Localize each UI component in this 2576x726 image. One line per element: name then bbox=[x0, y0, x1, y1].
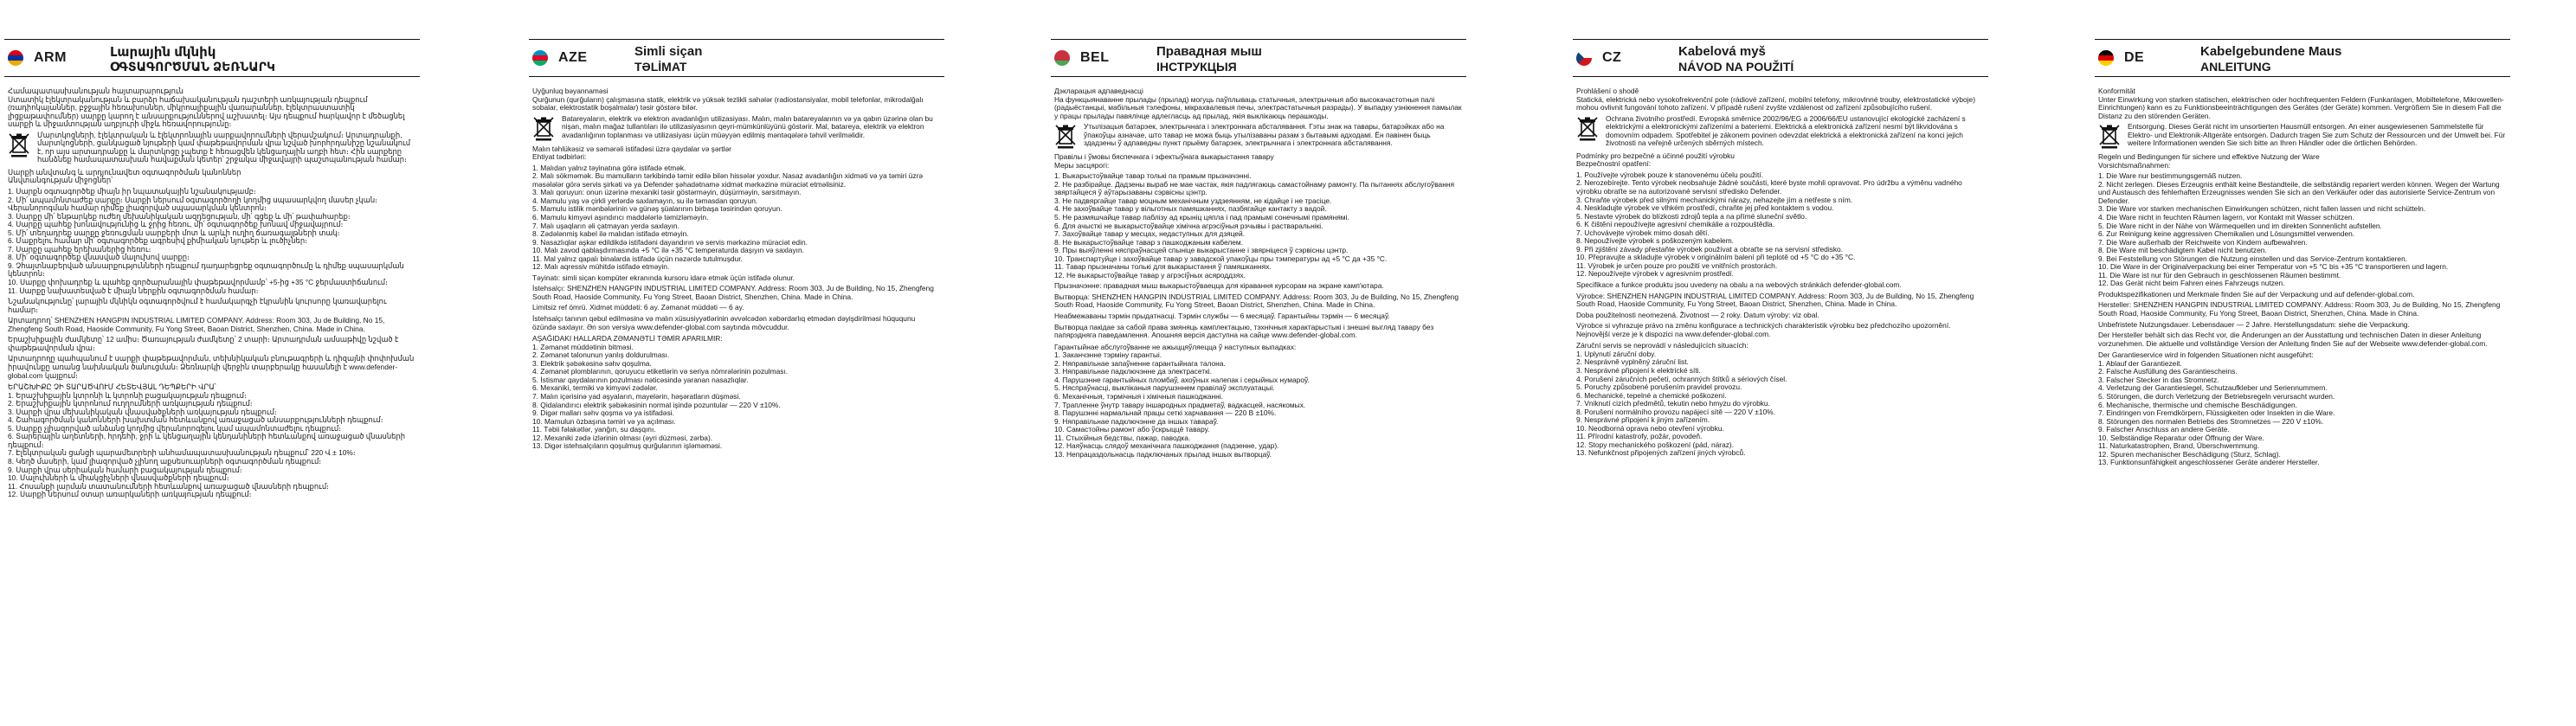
section-subheading: Ehtiyat tədbirləri: bbox=[532, 152, 587, 162]
warranty-exclusions-list bbox=[1054, 351, 1463, 459]
list-item: 1. Заканчэнне тэрміну гарантыі. bbox=[1054, 350, 1162, 360]
list-item: 11. Přírodní katastrofy, požár, povodeň. bbox=[1576, 432, 1703, 441]
language-code: DE bbox=[2124, 50, 2145, 65]
list-item: 9. Při zjištění závady přestaňte výrobek používat a obraťte se na servisní středisko. bbox=[1576, 244, 1844, 254]
recycling-text: Entsorgung. Dieses Gerät nicht im unsortierten Hausmüll entsorgen. An einer ausgewiesenen Sammelstelle für Elektro- und Elektronik-Altgeräte entsorgen. Dadurch tragen Sie zum Schutz der Ressourcen und der Umwelt bei. Für weitere Informationen wenden Sie sich bitte an Ihren Händler oder die örtlichen Behörden. bbox=[2128, 122, 2506, 148]
language-column bbox=[1573, 39, 1988, 723]
list-item: 9. Nasazlıqlar aşkar edildikdə istifadəni dayandırın və servis mərkəzinə müraciət edin. bbox=[532, 237, 808, 247]
list-item: 7. Захоўвайце тавар у месцах, недаступных для дзяцей. bbox=[1054, 229, 1246, 239]
paragraph: Ստատիկ էլեկտրականության և բարձր հաճախականության դաշտերի առկայության դեպքում (ռադիոկայաններ, բջջային հեռախոսներ, միկրոալիքային վառարաններ, էլեկտրաստատիկ լիցքաթափումներ) սարքը կարող է անսարքություններով աշխատել։ Այս դեպքում հարկավոր է մեծացնել սարքի և միջամտության աղբյուրի միջև հեռավորությունը։ bbox=[8, 94, 405, 129]
list-item: 4. Zəmanət plomblarının, qoruyucu etiketlərin və seriya nömrələrinin pozulması. bbox=[532, 367, 789, 376]
list-item: 9. Falscher Anschluss an andere Geräte. bbox=[2098, 425, 2230, 434]
product-title: Simli siçan bbox=[634, 44, 703, 59]
section-subheading: Անվտանգության միջոցներ՝ bbox=[8, 176, 113, 185]
manual-subtitle: ІНСТРУКЦЫЯ bbox=[1156, 60, 1237, 74]
section-subheading: Меры засцярогі: bbox=[1054, 160, 1110, 170]
list-item: 1. Ablauf der Garantiezeit. bbox=[2098, 358, 2182, 368]
list-item: 5. Няспраўнасці, выкліканыя парушэннем правілаў эксплуатацыі. bbox=[1054, 383, 1275, 393]
section-heading: Záruční servis se neprovádí v následujících situacích: bbox=[1576, 341, 1748, 350]
list-item: 11. Výrobek je určen pouze pro použití ve vnitřních prostorách. bbox=[1576, 260, 1778, 270]
section-heading: Podmínky pro bezpečné a účinné použití výrobku bbox=[1576, 151, 1735, 160]
recycling-text: Ochrana životního prostředí. Evropská směrnice 2002/96/EG a 2006/66/EU ustanovující ekologické zacházení s elektrickými a elektronickými zařízeními a bateriemi. Elektrická a elektronická zařízení nesmí být likvidována s domovním odpadem. Spotřebitel je zákonem povinen odevzdat elektrická a elektronická zařízení na konci jejich životnosti na veřejně určených sběrných místech. bbox=[1606, 113, 1966, 148]
recycling-text: Утылізацыя батарэек, электрычнага і электроннага абсталявання. Гэты знак на тавары, батарэйках або на ўпакоўцы азначае, што тавар не можа быць утылізаваны разам з бытавымі адходамі. Ён павінен быць здадзены ў адпаведны пункт прыёму батарэек, электрычнага і электроннага абсталявання. bbox=[1084, 122, 1445, 148]
list-item: 10. Mamulun özbaşına təmiri və ya açılması. bbox=[532, 416, 676, 426]
flag-icon bbox=[2098, 50, 2114, 66]
column-header bbox=[1051, 39, 1466, 77]
manufacturer-info: Výrobce: SHENZHEN HANGPIN INDUSTRIAL LIMITED COMPANY. Address: Room 303, Ju de Building, No 15, Zhengfeng South Road, Haoside Community, Fu Yong Street, Baoan District, Shenzhen, China. Made in China. bbox=[1576, 291, 1974, 309]
recycling-notice bbox=[1054, 123, 1463, 149]
flag-icon bbox=[1054, 50, 1070, 66]
list-item: 6. Для ачысткі не выкарыстоўвайце хімічна агрэсіўныя рэчывы і растваральнікі. bbox=[1054, 221, 1323, 230]
list-item: 13. Digər istehsalçıların qoşulmuş qurğularının işləməməsi. bbox=[532, 441, 723, 451]
list-item: 6. Mamulu kimyəvi aşındırıcı maddələrlə təmizləməyin. bbox=[532, 213, 709, 222]
list-item: 3. Falscher Stecker in das Stromnetz. bbox=[2098, 375, 2219, 384]
list-item: 6. Տարերային աղետների, հրդեհի, ջրի և կենցաղային կենդանիների հետևանքով առաջացած վնասների դեպքում։ bbox=[8, 432, 406, 449]
list-item: 5. Poruchy způsobené porušením pravidel provozu. bbox=[1576, 382, 1742, 392]
list-item: 7. Die Ware außerhalb der Reichweite von Kindern aufbewahren. bbox=[2098, 237, 2308, 247]
list-item: 9. Bei Feststellung von Störungen die Nutzung einstellen und das Service-Zentrum kontaktieren. bbox=[2098, 254, 2408, 263]
list-item: 12. Սարքի ներսում օտար առարկաների առկայության դեպքում։ bbox=[8, 490, 252, 499]
paragraph: Прызначэнне: правадная мыш выкарыстоўваецца для кіравання курсорам на экране камп'ютара. bbox=[1054, 281, 1384, 291]
section-heading: Uyğunluq bəyannaməsi bbox=[532, 87, 609, 95]
list-item: 9. Няправільнае падключэнне да іншых тавараў. bbox=[1054, 416, 1219, 426]
language-code: BEL bbox=[1080, 50, 1110, 65]
manufacturer-info: İstehsalçı: SHENZHEN HANGPIN INDUSTRIAL LIMITED COMPANY. Address: Room 303, Ju de Building, No 15, Zhengfeng South Road, Haoside Community, Fu Yong Street, Baoan District, Shenzhen, China. Made in China. bbox=[532, 284, 934, 301]
paragraph: Təyinatı: simli siçan kompüter ekranında kursoru idarə etmək üçün istifadə olunur. bbox=[532, 273, 795, 282]
list-item: 10. Транспартуйце і захоўвайце тавар у завадской упакоўцы пры тэмпературы ад +5 °C да +35 °C. bbox=[1054, 254, 1388, 263]
section-subheading: Bezpečnostní opatření: bbox=[1576, 159, 1652, 169]
manual-subtitle: ՕԳՏԱԳՈՐԾՄԱՆ ՁԵՌՆԱՐԿ bbox=[110, 60, 275, 74]
list-item: 7. Էլեկտրական ցանցի պարամետրերի անհամապատասխանության դեպքում՝ 220 Վ ± 10%։ bbox=[8, 448, 356, 458]
section-heading: Konformität bbox=[2098, 87, 2135, 95]
list-item: 5. Die Ware nicht in der Nähe von Wärmequellen und im direkten Sonnenlicht aufstellen. bbox=[2098, 221, 2382, 230]
safety-rules-list bbox=[532, 164, 941, 272]
list-item: 3. Սարքի վրա մեխանիկական վնասվածքների առկայության դեպքում։ bbox=[8, 407, 277, 416]
section-heading: Սարքի անվտանգ և արդյունավետ օգտագործման կանոններ bbox=[8, 167, 242, 177]
list-item: 2. Nicht zerlegen. Dieses Erzeugnis enthält keine Bestandteile, die selbständig repariert werden können. Wegen der Wartung und Austausch des fehlerhaften Erzeugnisses wenden Sie sich an den Verkäufer oder das autorisierte Service-Zentrum von Defender. bbox=[2098, 179, 2500, 205]
list-item: 5. Mamulu istilik mənbələrinin və günəş şüalarının birbaşa təsirindən qoruyun. bbox=[532, 204, 782, 214]
paragraph: Statická, elektrická nebo vysokofrekvenční pole (rádiové zařízení, mobilní telefony, mikrovlnné trouby, elektrostatické výboje) mohou ovlivnit fungování tohoto zařízení. V případě rušení zvyšte vzdálenost od zařízení způsobujícího rušení. bbox=[1576, 94, 1975, 112]
list-item: 4. Парушэнне гарантыйных пломбаў, ахоўных налепак і серыйных нумароў. bbox=[1054, 375, 1310, 384]
list-item: 2. Nesprávně vyplněný záruční list. bbox=[1576, 357, 1689, 367]
list-item: 8. Zədələnmiş kabel ilə malıdan istifadə etməyin. bbox=[532, 229, 689, 239]
list-item: 13. Funktionsunfähigkeit angeschlossener Geräte anderer Hersteller. bbox=[2098, 458, 2320, 467]
list-item: 9. Пры выяўленні няспраўнасцей спыніце выкарыстанне і звярніцеся ў сэрвісны цэнтр. bbox=[1054, 246, 1349, 255]
list-item: 2. Zəmanət talonunun yanlış doldurulması. bbox=[532, 350, 670, 360]
list-item: 1. Uplynutí záruční doby. bbox=[1576, 349, 1657, 358]
list-item: 7. Սարքը պահեք երեխաներից հեռու։ bbox=[8, 244, 151, 254]
paragraph: Der Hersteller behält sich das Recht vor, die Änderungen an der Ausstattung und technischen Daten in dieser Anleitung vorzunehmen. Die aktuelle und vollständige Version der Anleitung finden Sie auf der Webseite www.defender-global.com. bbox=[2098, 331, 2488, 348]
list-item: 12. Malı aqressiv mühitdə istifadə etməyin. bbox=[532, 262, 670, 272]
list-item: 10. Самастойны рамонт або ўскрыццё тавару. bbox=[1054, 425, 1210, 434]
manufacturer-info: Hersteller: SHENZHEN HANGPIN INDUSTRIAL LIMITED COMPANY. Address: Room 303, Ju de Building, No 15, Zhengfeng South Road, Haoside Community, Fu Yong Street, Baoan District, Shenzhen, China. Made in China. bbox=[2098, 300, 2501, 318]
paragraph: Qurğunun (qurğuların) çalışmasına statik, elektrik və yüksək tezlikli sahələr (radiostansiyalar, mobil telefonlar, mikrodalğalı sobalar, elektrostatik boşalmalar) təsir göstərə bilər. bbox=[532, 94, 924, 112]
section-heading: Malın təhlükəsiz və səmərəli istifadəsi üzrə qaydalar və şərtlər bbox=[532, 144, 731, 153]
list-item: 2. Няправільнае запаўненне гарантыйнага талона. bbox=[1054, 358, 1226, 368]
list-item: 4. Mamulu yaş və çirkli yerlərdə saxlamayın, su ilə təmasdan qoruyun. bbox=[532, 196, 758, 205]
column-body bbox=[1573, 77, 1988, 458]
product-title: Kabelová myš bbox=[1678, 44, 1766, 59]
list-item: 5. Не размяшчайце тавар паблізу ад крыніц цяпла і пад прамымі сонечнымі прамянямі. bbox=[1054, 213, 1349, 222]
crossed-bin-icon bbox=[8, 132, 30, 157]
manufacturer-info: Արտադրող՝ SHENZHEN HANGPIN INDUSTRIAL LIMITED COMPANY. Address: Room 303, Ju de Building, No 15, Zhengfeng South Road, Haoside Community, Fu Yong Street, Baoan District, Shenzhen, China. Made in China. bbox=[8, 316, 385, 333]
list-item: 12. Nepoužívejte výrobek v agresivním prostředí. bbox=[1576, 269, 1735, 279]
paragraph: Երաշխիքային ժամկետը՝ 12 ամիս։ Ծառայության ժամկետը՝ 2 տարի։ Արտադրման ամսաթիվը նշված է փաթեթավորման վրա։ bbox=[8, 335, 399, 352]
language-code: CZ bbox=[1602, 50, 1622, 65]
list-item: 11. Təbii fəlakətlər, yanğın, su daşqını. bbox=[532, 425, 656, 434]
list-item: 7. Malı uşaqların əli çatmayan yerdə saxlayın. bbox=[532, 221, 679, 230]
paragraph: Unter Einwirkung von starken statischen, elektrischen oder hochfrequenten Feldern (Funkanlagen, Mobiltelefone, Mikrowellen-Einrichtungen) kann es zu Funktionsbeeinträchtigungen des Gerätes (der Geräte) kommen. Vergrößern Sie in diesem Fall die Distanz zu den störenden Geräten. bbox=[2098, 94, 2504, 120]
list-item: 3. Die Ware vor starken mechanischen Einwirkungen schützen, nicht fallen lassen und nicht schütteln. bbox=[2098, 204, 2426, 214]
paragraph: Նշանակությունը՝ լարային մկնիկն օգտագործվում է համակարգչի էկրանին կուրսորը կառավարելու համար։ bbox=[8, 297, 387, 314]
recycling-notice bbox=[1576, 115, 1985, 148]
list-item: 11. Die Ware ist nur für den Gebrauch in geschlossenen Räumen bestimmt. bbox=[2098, 270, 2341, 279]
warranty-exclusions-list bbox=[2098, 360, 2507, 467]
list-item: 13. Непрацаздольнасць падключаных прылад іншых вытворцаў. bbox=[1054, 449, 1272, 459]
list-item: 8. Не выкарыстоўвайце тавар з пашкоджаным кабелем. bbox=[1054, 237, 1243, 247]
list-item: 13. Nefunkčnost připojených zařízení jiných výrobců. bbox=[1576, 448, 1746, 458]
list-item: 1. Выкарыстоўвайце тавар толькі па прамым прызначэнні. bbox=[1054, 171, 1252, 181]
paragraph: İstehsalçı tanının qəbul edilməsinə və malın xüsusiyyətlərinin əvvəlcədən xəbərdarlıq etmədən dəyişdirilməsi hüququnu özündə saxlayır. Ən son versiya www.defender-global.com saytında mövcuddur. bbox=[532, 314, 916, 331]
paragraph: Արտադրողը պահպանում է սարքի փաթեթավորման, տեխնիկական բնութագրերի և դիզայնի փոփոխման իրավունքը առանց նախնական ծանուցման։ Ձեռնարկի վերջին տարբերակը հասանելի է www.defender-global.com կայքում։ bbox=[8, 354, 415, 380]
list-item: 6. Mexaniki, termiki və kimyəvi zədələr. bbox=[532, 383, 658, 393]
language-column bbox=[4, 39, 420, 723]
section-heading: AŞAĞIDAKI HALLARDA ZƏMANƏTLİ TƏMİR APARILMIR: bbox=[532, 334, 723, 344]
list-item: 3. Chraňte výrobek před silnými mechanickými nárazy, nehazejte jím a netřeste s ním. bbox=[1576, 195, 1853, 204]
list-item: 5. Մի՛ տեղադրեք սարքը ջեռուցման սարքերի մոտ և արևի ուղիղ ճառագայթների տակ։ bbox=[8, 228, 340, 237]
product-title: Правадная мыш bbox=[1156, 44, 1262, 59]
paragraph: Doba použitelnosti neomezená. Životnost — 2 roky. Datum výroby: viz obal. bbox=[1576, 310, 1819, 319]
list-item: 4. Շահագործման կանոնների խախտման հետևանքով առաջացած անսարքությունների դեպքում։ bbox=[8, 415, 383, 425]
list-item: 3. Няправільнае падключэнне да электрасеткі. bbox=[1054, 367, 1212, 376]
list-item: 12. Das Gerät nicht beim Fahren eines Fahrzeugs nutzen. bbox=[2098, 279, 2285, 288]
list-item: 9. Չհայտնաբերված անսարքությունների դեպքում դադարեցրեք օգտագործումը և դիմեք սպասարկման կենտրոն։ bbox=[8, 260, 404, 279]
list-item: 8. Porušení normálního provozu napájecí sítě — 220 V ±10%. bbox=[1576, 407, 1775, 416]
list-item: 9. Սարքի վրա սերիական համարի բացակայության դեպքում։ bbox=[8, 465, 242, 474]
column-body bbox=[4, 77, 420, 499]
list-item: 5. Störungen, die durch Verletzung der Betriebsregeln verursacht wurden. bbox=[2098, 391, 2335, 401]
list-item: 1. Սարքն օգտագործեք միայն իր նպատակային նշանակությամբ։ bbox=[8, 187, 256, 196]
product-title: Լարային մկնիկ bbox=[110, 45, 216, 60]
language-column bbox=[529, 39, 944, 723]
crossed-bin-icon bbox=[1054, 123, 1077, 149]
list-item: 4. Porušení záručních pečetí, ochranných štítků a sériových čísel. bbox=[1576, 374, 1787, 383]
list-item: 12. Наяўнасць слядоў механічнага пашкоджання (падзенне, удар). bbox=[1054, 441, 1279, 451]
list-item: 1. Երաշխիքային կտրոնի և կտրոնի բացակայության դեպքում։ bbox=[8, 390, 247, 400]
list-item: 10. Մալուխների և միակցիչների վնասվածքների դեպքում։ bbox=[8, 473, 229, 483]
column-body bbox=[1051, 77, 1466, 459]
warranty-exclusions-list bbox=[1576, 350, 1985, 458]
list-item: 2. Malı sökməmək. Bu mamulların tərkibində təmir edilə bilən hissələr yoxdur. Nasaz avadanlığın xidməti və ya təmiri üzrə məsələlər görə servis şirkəti və ya Defender şəhadətnamə xidmət mərkəzinə müraciət etməlisiniz. bbox=[532, 171, 924, 189]
column-header bbox=[2095, 39, 2510, 77]
section-heading: Гарантыйнае абслугоўванне не ажыццяўляецца ў наступных выпадках: bbox=[1054, 342, 1297, 351]
list-item: 9. Nesprávné připojení k jiným zařízením. bbox=[1576, 415, 1710, 425]
list-item: 4. Не захоўвайце тавар у вільготных памяшканнях, пазбягайце кантакту з вадой. bbox=[1054, 204, 1327, 214]
list-item: 6. K čištění nepoužívejte agresivní chemikálie a rozpouštědla. bbox=[1576, 220, 1775, 229]
list-item: 11. Стыхійныя бедствы, пажар, паводка. bbox=[1054, 433, 1191, 442]
recycling-text: Մարտկոցների, էլեկտրական և էլեկտրոնային սարքավորումների վերամշակում։ Արտադրանքի, մարտկոցների, ցանկացած նյութերի կամ փաթեթավորման վրա նշված խորհրդանիշը նշանակում է, որ այս արտադրանքը և մարտկոցը չպետք է հեռացվեն կենցաղային աղբի հետ։ Հին սարքերը հանձնեք համապատասխան հավաքման կետեր՝ շրջակա միջավայրի պաշտպանության համար։ bbox=[37, 130, 411, 164]
list-item: 4. Սարքը պահեք խոնավությունից և ջրից հեռու, մի՛ օգտագործեք խոնավ միջավայրում։ bbox=[8, 220, 344, 229]
list-item: 8. Störungen des normalen Betriebs des Stromnetzes — 220 V ±10%. bbox=[2098, 416, 2324, 426]
list-item: 6. Մաքրելու համար մի՛ օգտագործեք ագրեսիվ քիմիական նյութեր և լուծիչներ։ bbox=[8, 236, 307, 246]
section-heading: Regeln und Bedingungen für sichere und effektive Nutzung der Ware bbox=[2098, 152, 2320, 162]
paragraph: Produktspezifikationen und Merkmale finden Sie auf der Verpackung und auf defender-global.com. bbox=[2098, 289, 2415, 299]
list-item: 5. Nestavte výrobek do blízkosti zdrojů tepla a na přímé sluneční světlo. bbox=[1576, 211, 1807, 221]
list-item: 1. Malıdan yalnız təyinatına görə istifadə etmək. bbox=[532, 163, 686, 172]
list-item: 2. Nerozebírejte. Tento výrobek neobsahuje žádné součásti, které byste mohli opravovat. Pro údržbu a výměnu vadného výrobku obraťte se na autorizované servisní středisko Defender. bbox=[1576, 178, 1962, 196]
list-item: 6. Mechanické, tepelné a chemické poškození. bbox=[1576, 390, 1727, 400]
paragraph: Specifikace a funkce produktu jsou uvedeny na obalu a na webových stránkách defender-global.com. bbox=[1576, 280, 1902, 290]
list-item: 10. Neodborná oprava nebo otevření výrobku. bbox=[1576, 423, 1724, 433]
list-item: 10. Přepravujte a skladujte výrobek v originálním balení při teplotě od +5 °C do +35 °C. bbox=[1576, 253, 1856, 262]
flag-icon bbox=[1576, 50, 1592, 66]
list-item: 3. Elektrik şəbəkəsinə səhv qoşulma. bbox=[532, 358, 652, 368]
list-item: 12. Не выкарыстоўвайце тавар у агрэсіўных асяроддзях. bbox=[1054, 270, 1246, 279]
manual-subtitle: ANLEITUNG bbox=[2200, 60, 2271, 74]
section-heading: Համապատասխանության հայտարարություն bbox=[8, 87, 184, 95]
crossed-bin-icon bbox=[532, 115, 555, 141]
list-item: 8. Qidalandırıcı elektrik şəbəkəsinin normal işində pozuntular — 220 V ±10%. bbox=[532, 400, 781, 409]
safety-rules-list bbox=[1576, 171, 1985, 279]
manual-subtitle: TƏLİMAT bbox=[634, 60, 687, 74]
language-code: AZE bbox=[558, 50, 588, 65]
list-item: 2. Falsche Ausfüllung des Garantiescheins. bbox=[2098, 367, 2238, 376]
paragraph: Unbefristete Nutzungsdauer. Lebensdauer — 2 Jahre. Herstellungsdatum: siehe die Verpackung. bbox=[2098, 319, 2410, 329]
language-column bbox=[2095, 39, 2510, 723]
list-item: 3. Nesprávné připojení k elektrické síti. bbox=[1576, 365, 1701, 375]
list-item: 11. Հոսանքի լարման տատանումների հետևանքով առաջացած վնասների դեպքում։ bbox=[8, 481, 329, 491]
paragraph: На функцыянаванне прылады (прылад) могуць паўплываць статычныя, электрычныя або высокачастотныя палі (радыёстанцыі, мабільныя тэлефоны, мікрахвалевыя печы, электрастатычныя разрады). У выпадку узнікнення памылак у працы прылады павялічце адлегласць ад прылад, якія выклікаюць перашкоды. bbox=[1054, 94, 1462, 120]
column-body bbox=[2095, 77, 2510, 467]
recycling-notice bbox=[2098, 123, 2507, 149]
list-item: 6. Mechanische, thermische und chemische Beschädigungen. bbox=[2098, 400, 2297, 409]
section-heading: Prohlášení o shodě bbox=[1576, 87, 1639, 95]
warranty-exclusions-list bbox=[8, 392, 416, 499]
list-item: 11. Naturkatastrophen, Brand, Überschwemmung. bbox=[2098, 441, 2260, 451]
safety-rules-list bbox=[1054, 172, 1463, 279]
language-code: ARM bbox=[34, 50, 67, 65]
language-column bbox=[1051, 39, 1466, 723]
list-item: 4. Die Ware nicht in feuchten Räumen lagern, vor Kontakt mit Wasser schützen. bbox=[2098, 213, 2354, 222]
list-item: 6. Механічныя, тэрмічныя і хімічныя пашкоджанні. bbox=[1054, 391, 1223, 401]
flag-icon bbox=[532, 50, 548, 66]
flag-icon bbox=[8, 50, 23, 66]
column-body bbox=[529, 77, 944, 451]
list-item: 11. Тавар прызначаны толькі для выкарыстання ў памяшканнях. bbox=[1054, 262, 1272, 272]
list-item: 5. İstismar qaydalarının pozulması nəticəsində yaranan nasazlıqlar. bbox=[532, 375, 749, 384]
list-item: 7. Malın içərisinə yad əşyaların, mayelərin, həşəratların düşməsi. bbox=[532, 391, 741, 401]
list-item: 8. Կեղծ մասերի, կամ լիազորված չլինող աքսեսուարների օգտագործման դեպքում։ bbox=[8, 456, 322, 466]
list-item: 8. Die Ware mit beschädigtem Kabel nicht benutzen. bbox=[2098, 246, 2267, 255]
section-heading: Дэкларацыя адпаведнасці bbox=[1054, 87, 1143, 95]
list-item: 4. Verletzung der Garantiesiegel, Schutzaufkleber und Seriennummern. bbox=[2098, 383, 2328, 393]
paragraph: Вытворца пакідае за сабой права змяняць камплектацыю, тэхнічныя характарыстыкі і знешні выгляд тавару без папярэдняга паведамлення. Апошняя версія даступна на сайце www.defender-global.com. bbox=[1054, 322, 1434, 340]
list-item: 10. Selbständige Reparatur oder Öffnung der Ware. bbox=[2098, 433, 2264, 442]
list-item: 7. Vniknutí cizích předmětů, tekutin nebo hmyzu do výrobku. bbox=[1576, 399, 1770, 408]
list-item: 2. Երաշխիքային կտրոնում ուղղումների առկայության դեպքում։ bbox=[8, 399, 253, 408]
list-item: 6. Zur Reinigung keine aggressiven Chemikalien und Lösungsmittel verwenden. bbox=[2098, 229, 2355, 239]
list-item: 3. Не падвяргайце тавар моцным механічным уздзеянням, не кідайце і не трасіце. bbox=[1054, 196, 1332, 205]
list-item: 1. Používejte výrobek pouze k stanovenému účelu použití. bbox=[1576, 170, 1764, 179]
list-item: 12. Spuren mechanischer Beschädigung (Sturz, Schlag). bbox=[2098, 449, 2281, 459]
list-item: 10. Սարքը փոխադրեք և պահեք գործարանային փաթեթավորմամբ՝ +5-ից +35 °C ջերմաստիճանում։ bbox=[8, 278, 388, 287]
list-item: 12. Stopy mechanického poškození (pád, náraz). bbox=[1576, 440, 1735, 449]
list-item: 8. Մի՛ օգտագործեք վնասված մալուխով սարքը։ bbox=[8, 253, 190, 262]
safety-rules-list bbox=[8, 188, 416, 295]
list-item: 10. Malı zavod qablaşdırmasında +5 °C ilə +35 °C temperaturda daşıyın və saxlayın. bbox=[532, 246, 804, 255]
list-item: 8. Nepoužívejte výrobek s poškozeným kabelem. bbox=[1576, 236, 1735, 246]
list-item: 3. Malı qoruyun: onun üzərinə mexaniki təsir göstərməyin, düşürməyin, sarsıtmayın. bbox=[532, 188, 802, 197]
list-item: 2. Не разбірайце. Дадзены выраб не мае частак, якія падлягаюць самастойнаму рамонту. Па пытаннях абслугоўвання звяртайцеся ў аўтарызаваны сэрвісны цэнтр. bbox=[1054, 179, 1454, 197]
list-item: 7. Трапленне ўнутр тавару іншародных прадметаў, вадкасцей, насякомых. bbox=[1054, 400, 1306, 409]
paragraph: Limitsiz ref ömrü. Xidmət müddəti: 6 ay. Zəmanət müddəti — 6 ay. bbox=[532, 303, 744, 312]
list-item: 11. Mal yalnız qapalı binalarda istifadə üçün nəzərdə tutulmuşdur. bbox=[532, 254, 743, 263]
list-item: 1. Die Ware nur bestimmungsgemäß nutzen. bbox=[2098, 171, 2243, 181]
safety-rules-list bbox=[2098, 172, 2507, 288]
section-heading: ԵՐԱՇԽԻՔԸ ՉԻ ՏԱՐԱԾՎՈՒՄ ՀԵՏԵՎՅԱԼ ԴԵՊՔԵՐԻ ՎՐԱ՝ bbox=[8, 382, 216, 392]
list-item: 7. Eindringen von Fremdkörpern, Flüssigkeiten oder Insekten in die Ware. bbox=[2098, 408, 2335, 418]
recycling-notice bbox=[8, 132, 416, 164]
list-item: 3. Սարքը մի՛ ենթարկեք ուժեղ մեխանիկական ազդեցության, մի՛ գցեք և մի՛ թափահարեք։ bbox=[8, 211, 351, 221]
paragraph: Výrobce si vyhrazuje právo na změnu konfigurace a technických charakteristik výrobku bez předchozího upozornění. Nejnovější verze je k dispozici na www.defender-global.com. bbox=[1576, 321, 1951, 338]
warranty-exclusions-list bbox=[532, 344, 941, 451]
paragraph: Неабмежаваны тэрмін прыдатнасці. Тэрмін службы — 6 месяцаў. Гарантыйны тэрмін — 6 месяцаў. bbox=[1054, 312, 1390, 321]
recycling-notice bbox=[532, 115, 941, 141]
section-subheading: Vorsichtsmaßnahmen: bbox=[2098, 160, 2171, 170]
crossed-bin-icon bbox=[1576, 115, 1599, 141]
list-item: 9. Digər malları səhv qoşma və ya istifadəsi. bbox=[532, 408, 674, 418]
column-header bbox=[4, 39, 420, 77]
manual-subtitle: NÁVOD NA POUŽITÍ bbox=[1678, 60, 1794, 74]
list-item: 1. Zəmanət müddətinin bitməsi. bbox=[532, 342, 634, 351]
product-title: Kabelgebundene Maus bbox=[2200, 44, 2342, 59]
section-heading: Der Garantieservice wird in folgenden Situationen nicht ausgeführt: bbox=[2098, 350, 2314, 360]
recycling-text: Batareyaların, elektrik və elektron avadanlığın utilizasiyası. Malın, malın batareyalarının və ya qabın üzərinə olan bu nişan, malın mağaz tullantıları ilə utilizasiyasının qeyri-mümkünlüyünü göstərir. Mal, batareya, elektrik və elektron avadanlığının toplanması və utilizasiyası üçün müəyyən edilmiş məntəqələrə təhvil verilməlidir. bbox=[562, 113, 933, 139]
column-header bbox=[1573, 39, 1988, 77]
manufacturer-info: Вытворца: SHENZHEN HANGPIN INDUSTRIAL LIMITED COMPANY. Address: Room 303, Ju de Building, No 15, Zhengfeng South Road, Haoside Community, Fu Yong Street, Baoan District, Shenzhen, China. Made in China. bbox=[1054, 292, 1459, 310]
list-item: 4. Neskladujte výrobek ve vlhkém prostředí, chraňte jej před kontaktem s vodou. bbox=[1576, 203, 1834, 213]
list-item: 7. Uchovávejte výrobek mimo dosah dětí. bbox=[1576, 228, 1710, 237]
list-item: 2. Մի՛ ապամոնտաժեք սարքը։ Սարքի ներսում օգտագործողի կողմից սպասարկվող մասեր չկան։ Վերանորոգման համար դիմեք լիազորված սպասարկման կենտրոն։ bbox=[8, 195, 378, 213]
crossed-bin-icon bbox=[2098, 123, 2121, 149]
list-item: 8. Парушэнні нармальнай працы сеткі харчавання — 220 В ±10%. bbox=[1054, 408, 1277, 418]
column-header bbox=[529, 39, 944, 77]
section-heading: Правілы і ўмовы бяспечнага і эфектыўнага выкарыстання тавару bbox=[1054, 152, 1274, 162]
list-item: 11. Սարքը նախատեսված է միայն ներքին օգտագործման համար։ bbox=[8, 286, 259, 295]
list-item: 12. Mexaniki zədə izlərinin olması (əyri düzməsi, zərba). bbox=[532, 433, 713, 442]
list-item: 10. Die Ware in der Originalverpackung bei einer Temperatur von +5 °C bis +35 °C transportieren und lagern. bbox=[2098, 262, 2449, 272]
list-item: 5. Սարքը չլիազորված անձանց կողմից վերանորոգելու կամ ապամոնտաժելու դեպքում։ bbox=[8, 423, 342, 433]
